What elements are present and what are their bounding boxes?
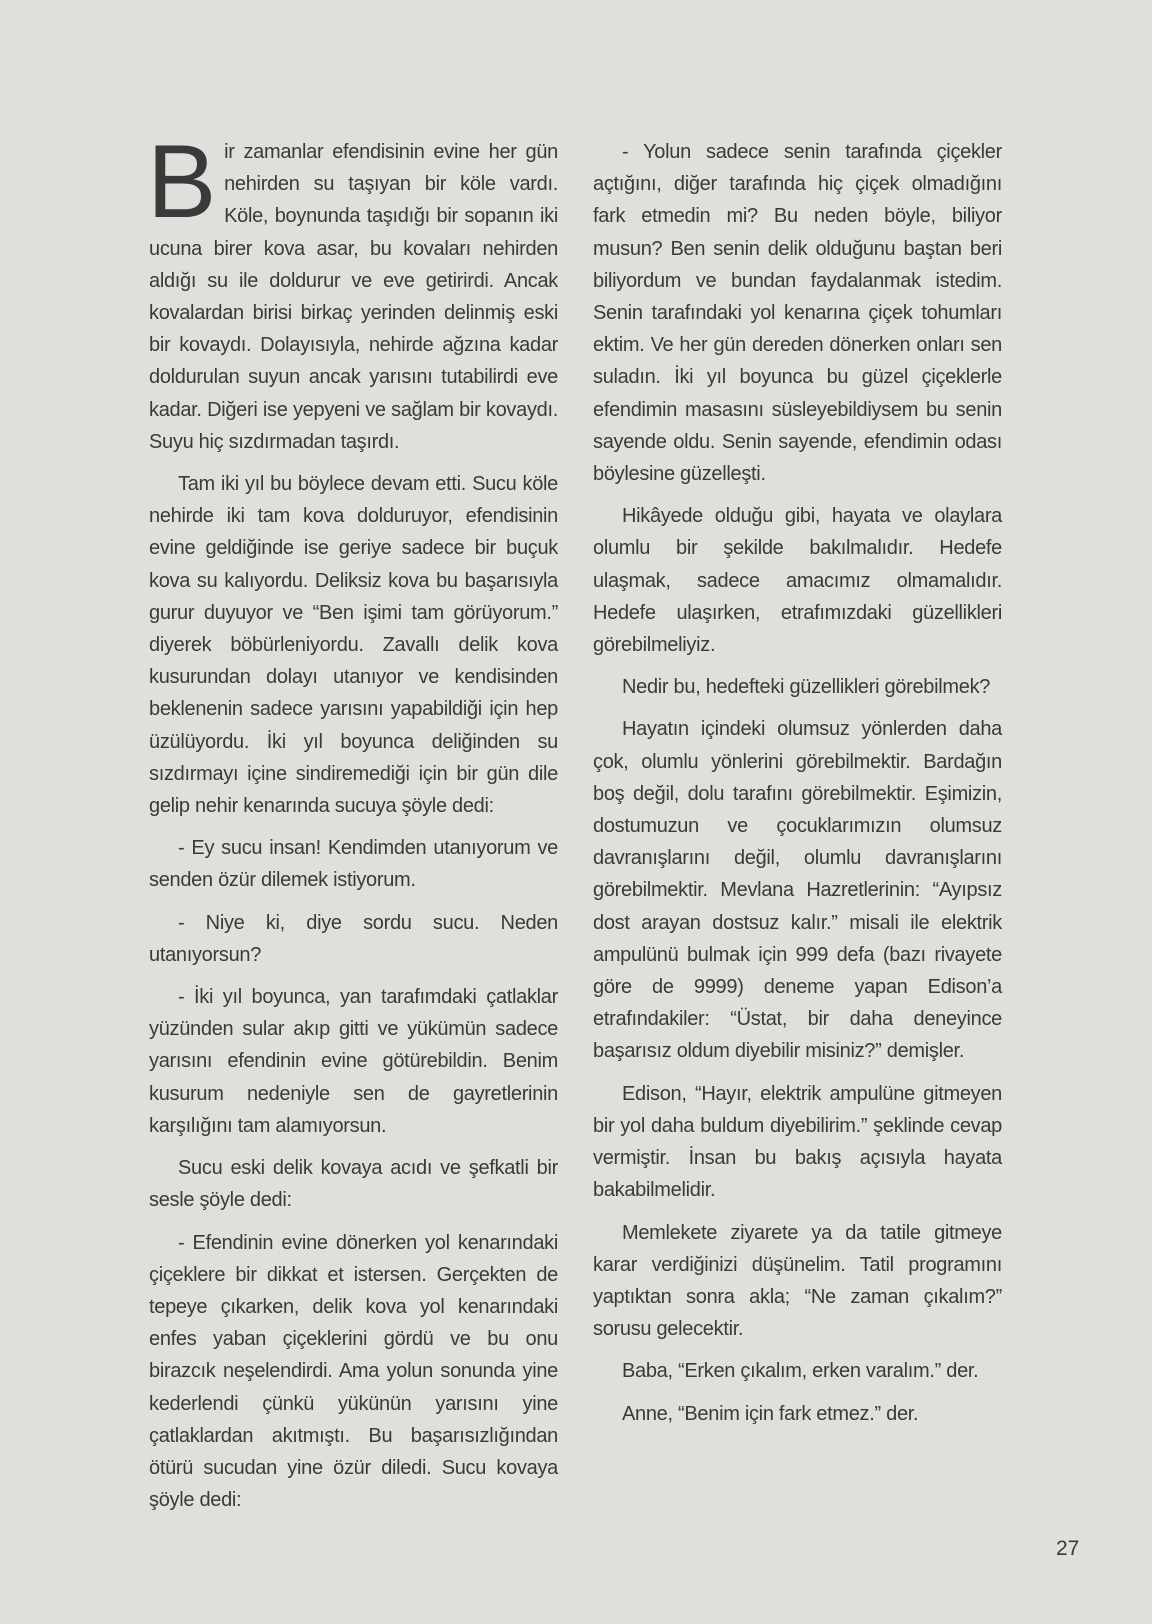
left-column: [147, 124, 558, 1526]
paragraph: - Ey sucu insan! Kendimden utanıyorum ve senden özür dilemek istiyorum.: [149, 837, 558, 892]
paragraph: - Yolun sadece senin tarafında çiçekler açtığını, diğer tarafında hiç çiçek olmadığını fark etmedin mi? Bu neden böyle, biliyor musun? Ben senin delik olduğunu baştan beri biliyordum ve bundan faydalanmak istedim. Senin tarafındaki yol kenarına çiçek tohumları ektim. Ve her gün dereden dönerken onları sen suladın. İki yıl boyunca bu güzel çiçeklerle efendimin masasını süsleyebildiysem bu senin sayende oldu. Senin sayende, efendimin odası böylesine güzelleşti.: [593, 141, 1002, 486]
paragraph: - İki yıl boyunca, yan tarafımdaki çatlaklar yüzünden sular akıp gitti ve yükümün sadece yarısını efendinin evine götürebildin. Benim kusurum nedeniyle sen de gayretlerinin karşılığını tam alamıyorsun.: [149, 986, 558, 1137]
paragraph: Baba, “Erken çıkalım, erken varalım.” der.: [622, 1360, 979, 1383]
paragraph: Hikâyede olduğu gibi, hayata ve olaylara olumlu bir şekilde bakılmalıdır. Hedefe ulaşmak, sadece amacımız olmamalıdır. Hedefe ulaşırken, etrafımızdaki güzellikleri görebilmeliyiz.: [593, 505, 1002, 657]
right-column: [593, 136, 1002, 1440]
drop-cap: B: [147, 124, 217, 240]
paragraph-text: ir zamanlar efendisinin evine her gün nehirden su taşıyan bir köle vardı. Köle, boynunda taşıdığı bir sopanın iki ucuna birer kova asar, bu kovaları nehirden aldığı su ile doldurur ve eve getirirdi. Ancak kovalardan birisi birkaç yerinden delinmiş eski bir kovaydı. Dolayısıyla, nehirde ağzına kadar doldurulan suyun ancak yarısını tutabilirdi eve kadar. Diğeri ise yepyeni ve sağlam bir kovaydı. Suyu hiç sızdırmadan taşırdı.: [149, 141, 558, 453]
paragraph: Tam iki yıl bu böylece devam etti. Sucu köle nehirde iki tam kova dolduruyor, efendisinin evine geldiğinde ise geriye sadece bir buçuk kova su kalıyordu. Deliksiz kova bu başarısıyla gurur duyuyor ve “Ben işimi tam görüyorum.” diyerek böbürleniyordu. Zavallı delik kova kusurundan dolayı utanıyor ve kendisinden beklenenin sadece yarısını yapabildiği için hep üzülüyordu. İki yıl boyunca deliğinden su sızdırmayı içine sindiremediği için bir gün dile gelip nehir kenarında sucuya şöyle dedi:: [149, 473, 558, 818]
paragraph: Memlekete ziyarete ya da tatile gitmeye karar verdiğinizi düşünelim. Tatil programını yaptıktan sonra akla; “Ne zaman çıkalım?” sorusu gelecektir.: [593, 1221, 1002, 1341]
paragraph: Nedir bu, hedefteki güzellikleri görebilmek?: [622, 676, 991, 699]
paragraph: Hayatın içindeki olumsuz yönlerden daha çok, olumlu yönlerini görebilmektir. Bardağın boş değil, dolu tarafını görebilmektir. Eşimizin, dostumuzun ve çocuklarımızın olumsuz davranışlarını değil, olumlu davranışlarını görebilmektir. Mevlana Hazretlerinin: “Ayıpsız dost arayan dostsuz kalır.” misali ile elektrik ampulünü bulmak için 999 defa (bazı rivayete göre de 9999) deneme yapan Edison’a etrafındakiler: “Üstat, bir daha deneyince başarısız oldum diyebilir misiniz?” demişler.: [593, 718, 1002, 1063]
paragraph: - Efendinin evine dönerken yol kenarındaki çiçeklere bir dikkat et istersen. Gerçekten de tepeye çıkarken, delik kova yol kenarındaki enfes yaban çiçeklerini gördü ve bu onu birazcık neşelendirdi. Ama yolun sonunda yine kederlendi çünkü yükünün yarısını yine çatlaklardan akıtmıştı. Bu başarısızlığından ötürü sucudan yine özür diledi. Sucu kovaya şöyle dedi:: [149, 1231, 558, 1512]
paragraph: Anne, “Benim için fark etmez.” der.: [622, 1402, 919, 1425]
paragraph: Sucu eski delik kovaya acıdı ve şefkatli bir sesle şöyle dedi:: [149, 1157, 558, 1212]
paragraph: - Niye ki, diye sordu sucu. Neden utanıyorsun?: [149, 911, 558, 966]
paragraph: Edison, “Hayır, elektrik ampulüne gitmeyen bir yol daha buldum diyebilirim.” şeklinde cevap vermiştir. İnsan bu bakış açısıyla hayata bakabilmelidir.: [593, 1082, 1002, 1202]
page-number: 27: [1056, 1537, 1080, 1560]
paragraph: [147, 124, 558, 458]
